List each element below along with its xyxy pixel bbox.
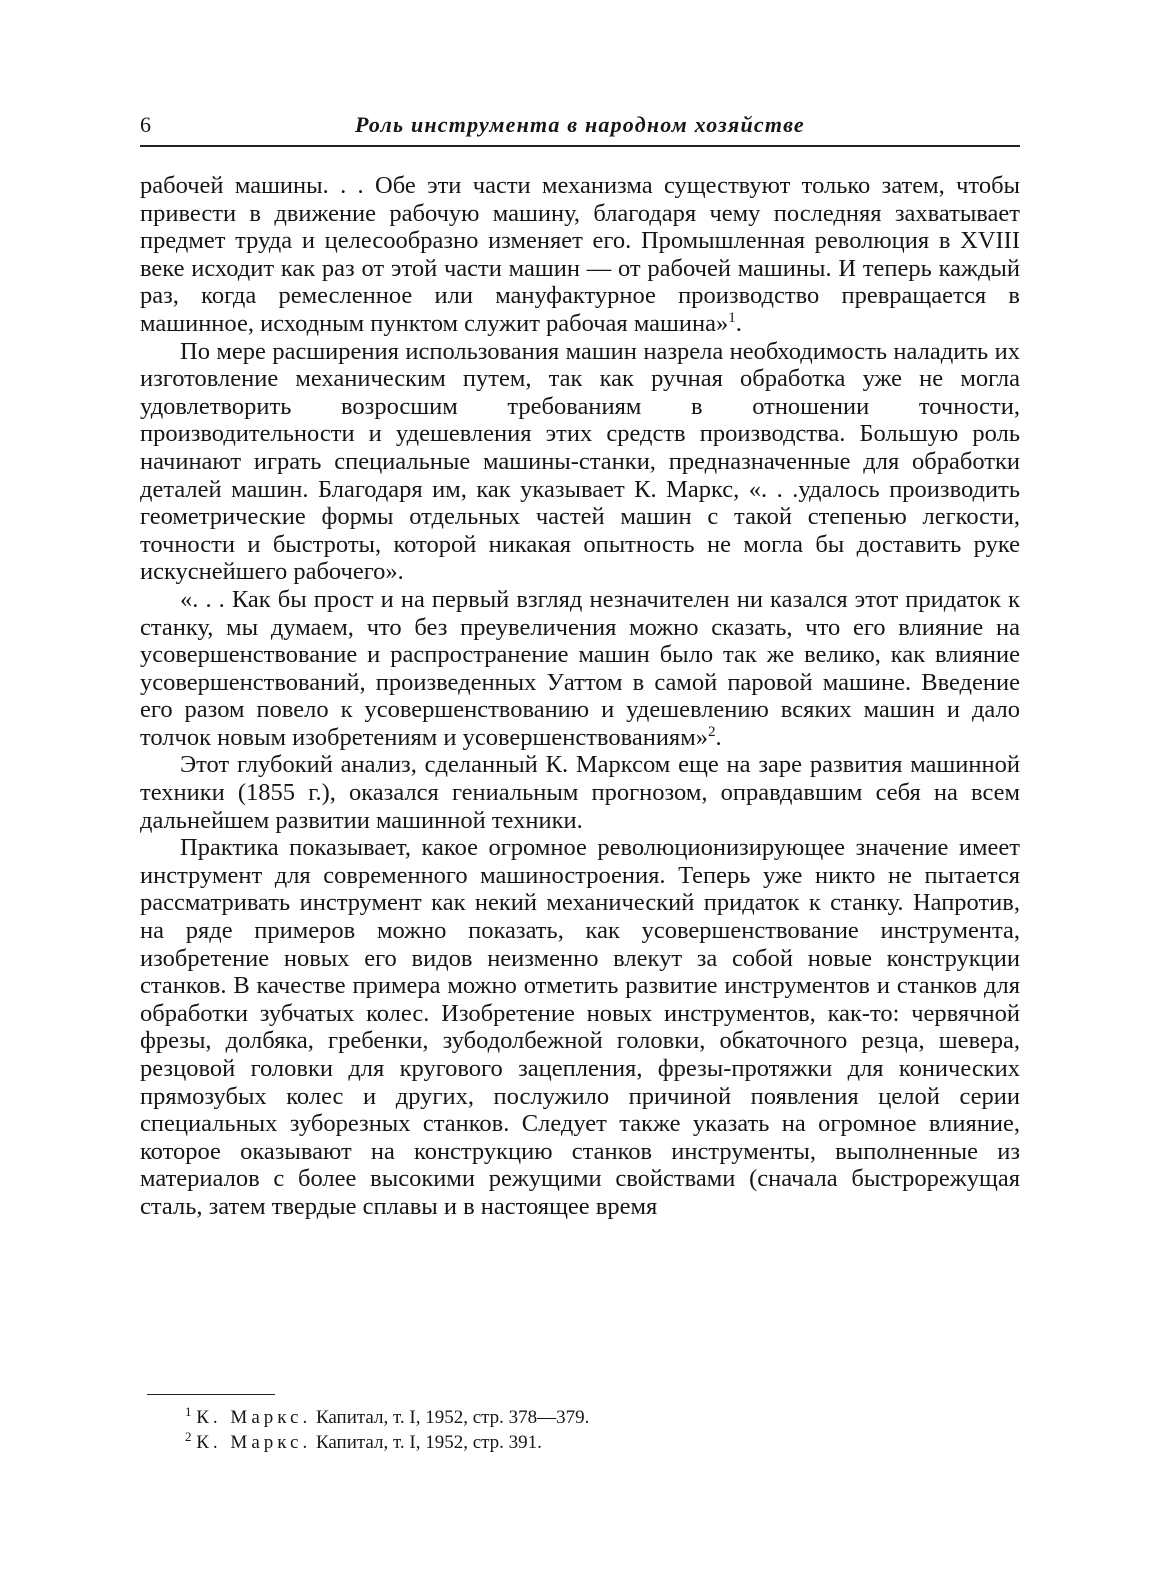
footnote-author-2: К. Маркс. <box>196 1432 312 1453</box>
page-header <box>140 108 1020 140</box>
footnote-author-1: К. Маркс. <box>196 1407 312 1428</box>
footnote-ref-2: 2 <box>707 723 716 740</box>
paragraph-2: По мере расширения использования машин назрела необходимость наладить их изготовление механическим путем, так как ручная обработка уже не могла удовлетворить возросшим требованиям в отношении точности, производительности и удешевления этих средств производства. Большую роль начинают играть специальные машины-станки, предназначенные для обработки деталей машин. Благодаря им, как указывает К. Маркс, «. . .удалось производить геометрические формы отдельных частей машин с такой степенью легкости, точности и быстроты, которой никакая опытность не могла бы доставить руке искуснейшего рабочего». <box>140 337 1020 586</box>
footnote-rule <box>147 1394 275 1395</box>
running-title: Роль инструмента в народном хозяйстве <box>355 112 805 137</box>
header-rule <box>140 145 1020 147</box>
page-number: 6 <box>140 112 151 137</box>
paragraph-3-text: «. . . Как бы прост и на первый взгляд незначителен ни казался этот придаток к станку, мы думаем, что без преувеличения можно сказать, что его влияние на усовершенствование и распространение машин было так же велико, как влияние усовершенствований, произведенных Уаттом в самой паровой машине. Введение его разом повело к усовершенствованию и удешевлению всяких машин и дало толчок новым изобретениям и усовершенствованиям» <box>140 585 1020 751</box>
footnote-1 <box>185 1405 885 1430</box>
paragraph-1-end: . <box>735 309 742 337</box>
footnote-mark-2: 2 <box>185 1429 192 1444</box>
paragraph-1 <box>140 172 1020 338</box>
paragraph-1-text: рабочей машины. . . Обе эти части механизма существуют только затем, чтобы привести в движение рабочую машину, благодаря чему последняя захватывает предмет труда и целесообразно изменяет его. Промышленная революция в XVIII веке исходит как раз от этой части машин — от рабочей машины. И теперь каждый раз, когда ремесленное или мануфактурное производство превращается в машинное, исходным пунктом служит рабочая машина» <box>140 172 1020 337</box>
footnotes <box>185 1405 885 1455</box>
footnote-text-2: Капитал, т. I, 1952, стр. 391. <box>315 1432 542 1453</box>
footnote-ref-1: 1 <box>728 309 736 326</box>
footnote-text-1: Капитал, т. I, 1952, стр. 378—379. <box>315 1407 590 1428</box>
paragraph-5: Практика показывает, какое огромное революционизирующее значение имеет инструмент для современного машиностроения. Теперь уже никто не пытается рассматривать инструмент как некий механический придаток к станку. Напротив, на ряде примеров можно показать, как усовершенствование инструмента, изобретение новых его видов неизменно влекут за собой новые конструкции станков. В качестве примера можно отметить развитие инструментов и станков для обработки зубчатых колес. Изобретение новых инструментов, как-то: червячной фрезы, долбяка, гребенки, зубодолбежной головки, обкаточного резца, шевера, резцовой головки для кругового зацепления, фрезы-протяжки для конических прямозубых колес и других, послужило причиной появления целой серии специальных зуборезных станков. Следует также указать на огромное влияние, которое оказывают на конструкцию станков инструменты, выполненные из материалов с более высокими режущими свойствами (сначала быстрорежущая сталь, затем твердые сплавы и в настоящее время <box>140 834 1020 1220</box>
paragraph-4: Этот глубокий анализ, сделанный К. Марксом еще на заре развития машинной техники (1855 г.), оказался гениальным прогнозом, оправдавшим себя на всем дальнейшем развитии машинной техники. <box>140 751 1020 834</box>
footnote-2 <box>185 1430 885 1455</box>
paragraph-3-end: . <box>715 723 722 751</box>
footnote-mark-1: 1 <box>185 1404 192 1419</box>
paragraph-3 <box>140 586 1020 752</box>
body-text <box>140 172 1020 1221</box>
